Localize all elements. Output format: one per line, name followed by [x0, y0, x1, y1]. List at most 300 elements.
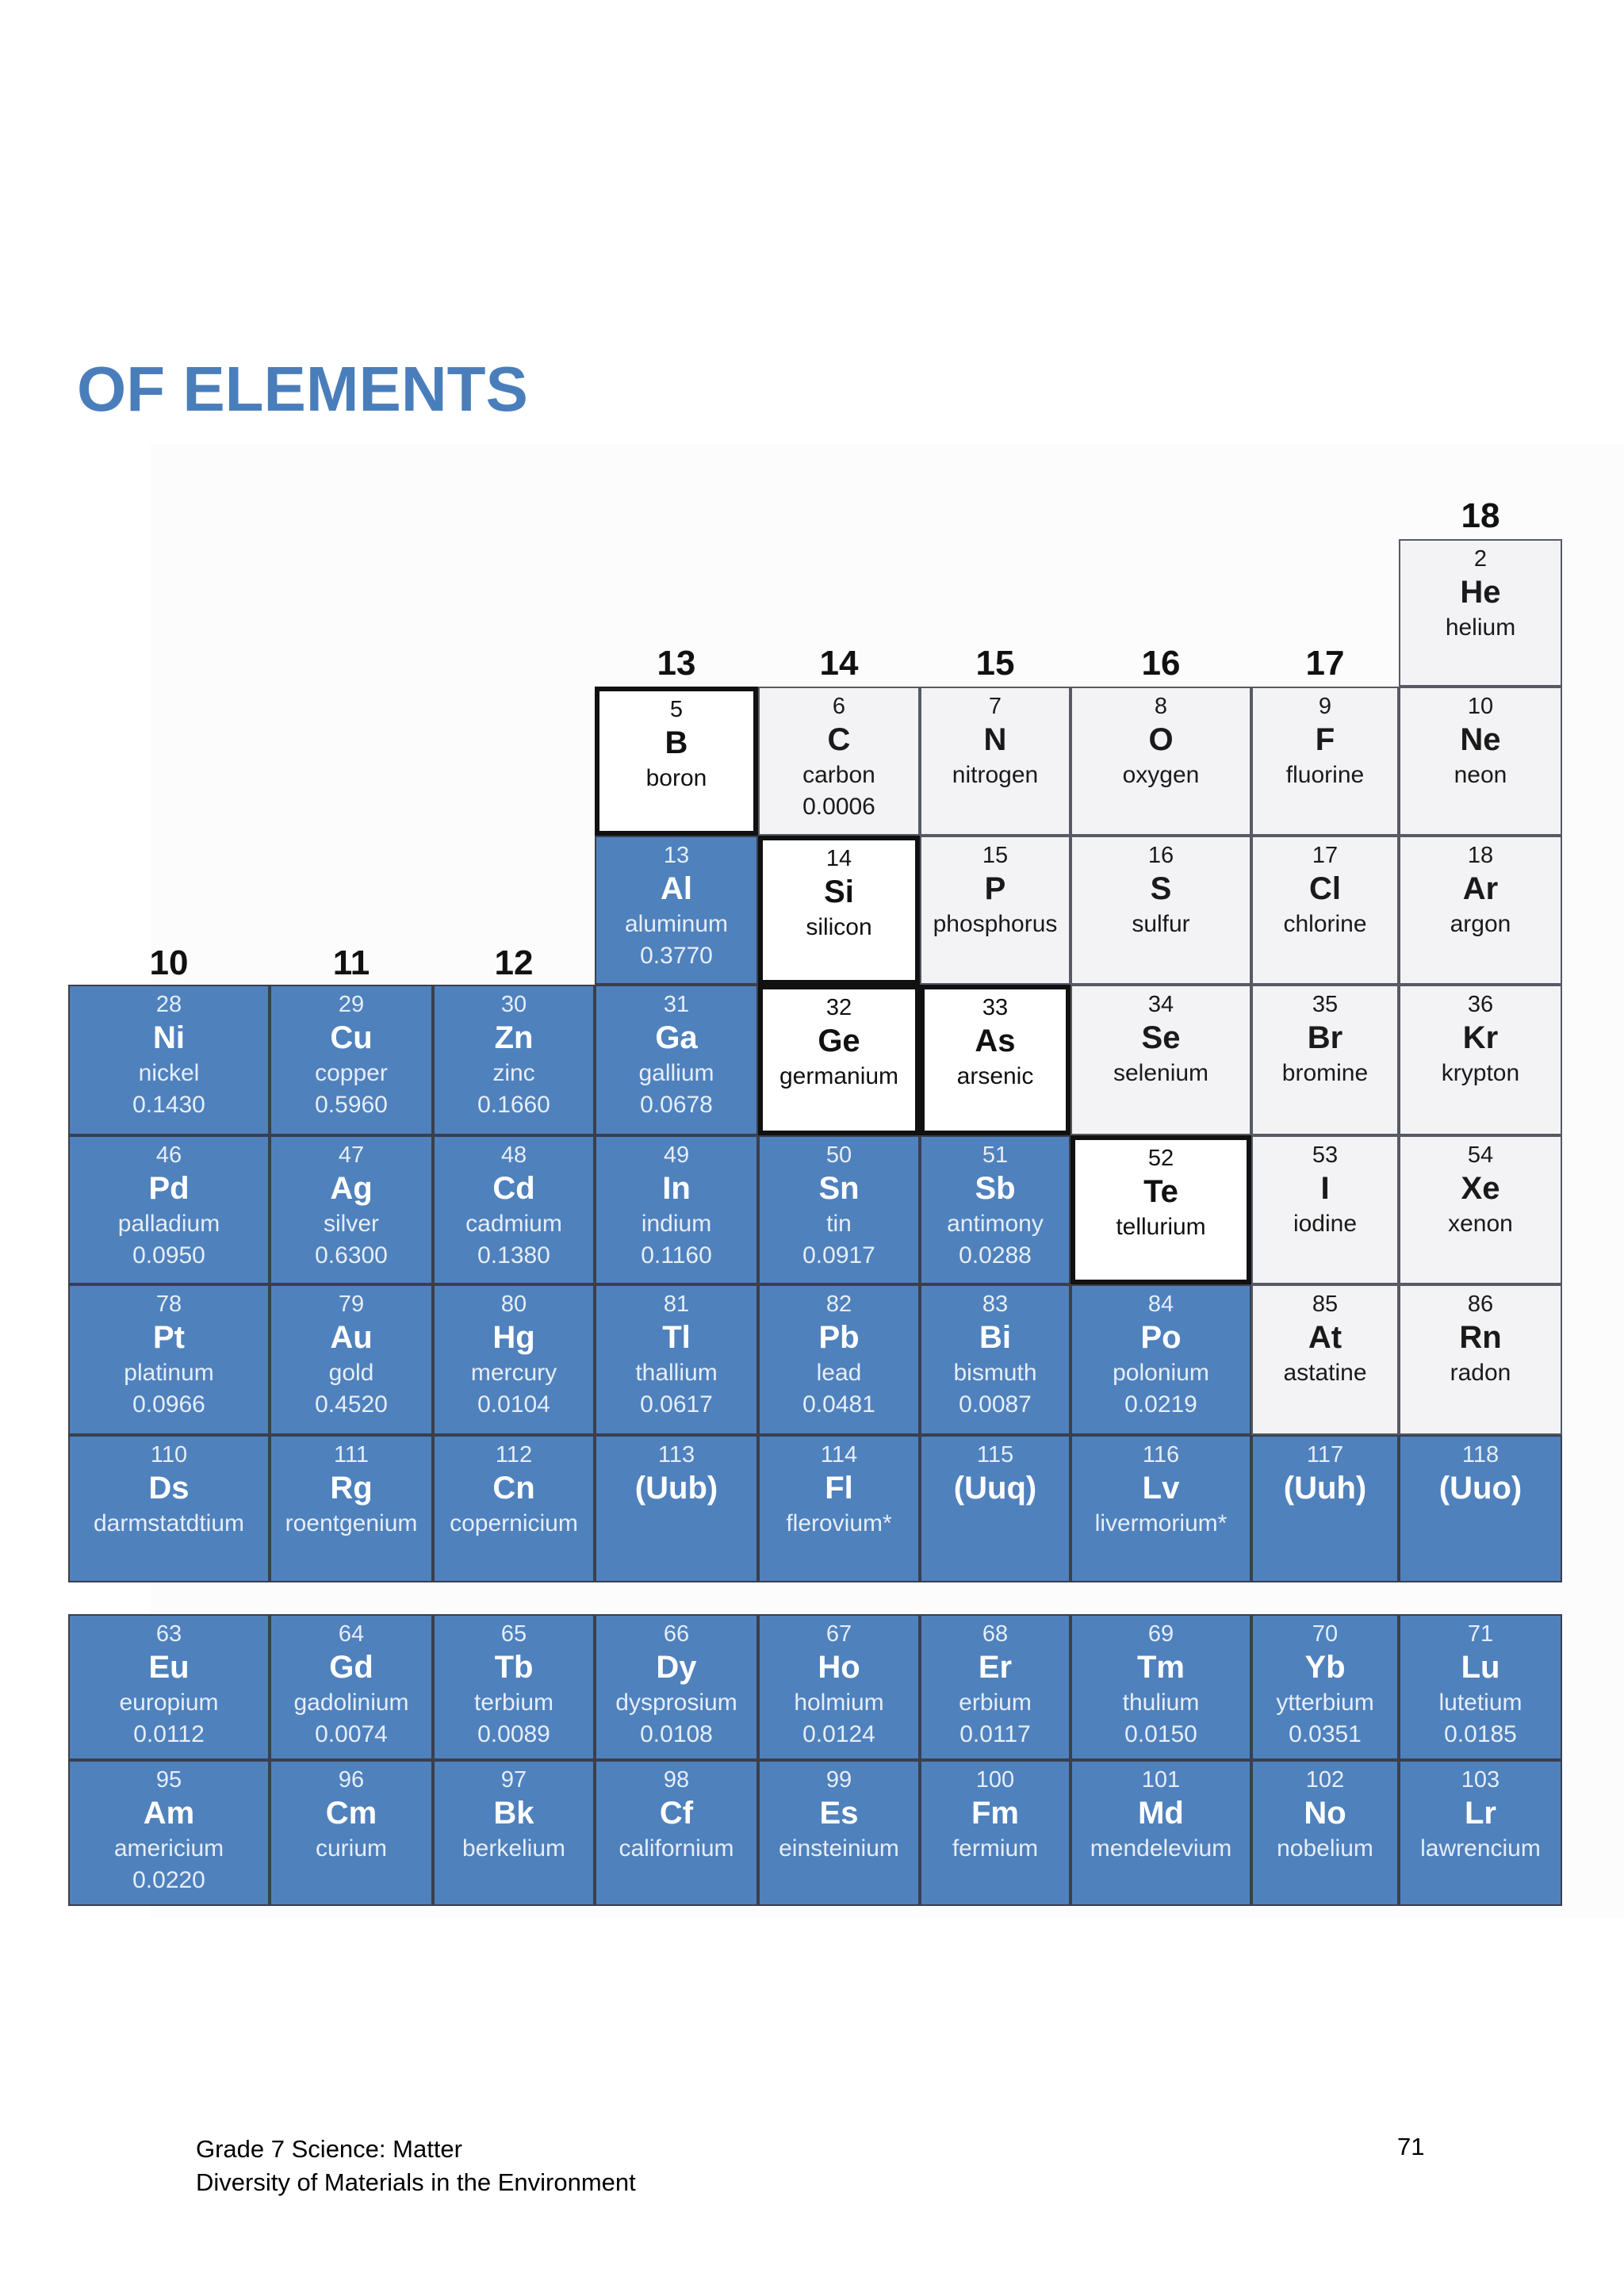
element-cell-b — [595, 687, 758, 836]
element-symbol: Gd — [329, 1650, 373, 1685]
element-number: 46 — [155, 1142, 182, 1168]
element-number: 70 — [1312, 1621, 1339, 1647]
element-cell-in — [595, 1135, 758, 1284]
element-cell-pt — [68, 1284, 270, 1435]
element-cell-uub — [595, 1435, 758, 1582]
element-cell-tl — [595, 1284, 758, 1435]
element-number: 102 — [1305, 1767, 1345, 1793]
element-cell-c — [758, 687, 920, 836]
element-number: 118 — [1461, 1442, 1500, 1468]
element-cell-fl — [758, 1435, 920, 1582]
element-cell-n — [920, 687, 1071, 836]
element-name: einsteinium — [779, 1835, 899, 1862]
element-symbol: Fm — [971, 1796, 1019, 1831]
element-symbol: As — [975, 1024, 1016, 1058]
element-symbol: Tb — [494, 1650, 534, 1685]
element-number: 10 — [1467, 694, 1494, 719]
element-cell-fm — [920, 1760, 1071, 1906]
element-number: 33 — [982, 995, 1009, 1020]
element-name: americium — [113, 1835, 224, 1862]
element-number: 112 — [495, 1442, 533, 1468]
element-number: 71 — [1467, 1621, 1494, 1647]
element-cell-si — [758, 836, 920, 985]
element-name: lawrencium — [1420, 1835, 1541, 1862]
page-number: 71 — [1397, 2133, 1425, 2160]
element-symbol: Bi — [979, 1320, 1011, 1355]
element-symbol: Po — [1140, 1320, 1182, 1355]
element-number: 99 — [825, 1767, 852, 1793]
element-abundance: 0.1430 — [132, 1092, 205, 1118]
element-number: 8 — [1154, 694, 1168, 719]
element-number: 53 — [1312, 1142, 1339, 1168]
element-cell-rg — [270, 1435, 433, 1582]
element-symbol: Ag — [330, 1171, 373, 1206]
element-name: nitrogen — [952, 762, 1039, 788]
element-name: selenium — [1113, 1060, 1209, 1086]
element-symbol: Sb — [975, 1171, 1016, 1206]
element-cell-no — [1251, 1760, 1399, 1906]
element-symbol: Pb — [818, 1320, 860, 1355]
element-symbol: Lu — [1461, 1650, 1500, 1685]
element-cell-uuo — [1399, 1435, 1562, 1582]
element-cell-sn — [758, 1135, 920, 1284]
element-symbol: Cu — [330, 1020, 373, 1055]
element-cell-bk — [433, 1760, 595, 1906]
element-symbol: In — [662, 1171, 691, 1206]
element-number: 65 — [500, 1621, 527, 1647]
element-symbol: Si — [824, 874, 854, 909]
element-cell-uuq — [920, 1435, 1071, 1582]
element-number: 52 — [1147, 1146, 1174, 1171]
element-name: roentgenium — [285, 1510, 418, 1536]
element-number: 100 — [975, 1767, 1015, 1793]
page-title: OF ELEMENTS — [77, 354, 528, 424]
element-cell-cl — [1251, 836, 1399, 985]
element-number: 28 — [155, 992, 182, 1017]
element-abundance: 0.0351 — [1289, 1721, 1362, 1747]
element-name: nobelium — [1277, 1835, 1373, 1862]
element-cell-md — [1071, 1760, 1251, 1906]
element-symbol: Cf — [659, 1796, 694, 1831]
group-header: 16 — [1141, 644, 1181, 683]
element-cell-kr — [1399, 985, 1562, 1135]
element-cell-tb — [433, 1614, 595, 1760]
element-number: 81 — [663, 1292, 690, 1317]
element-name: livermorium* — [1094, 1510, 1228, 1536]
element-symbol: Ar — [1462, 871, 1499, 906]
element-name: erbium — [959, 1689, 1032, 1716]
element-cell-am — [68, 1760, 270, 1906]
element-cell-cf — [595, 1760, 758, 1906]
element-number: 78 — [155, 1292, 182, 1317]
element-abundance: 0.0087 — [959, 1391, 1032, 1418]
element-number: 47 — [338, 1142, 365, 1168]
element-cell-cm — [270, 1760, 433, 1906]
element-symbol: C — [827, 722, 851, 757]
element-abundance: 0.3770 — [640, 943, 713, 969]
element-name: lutetium — [1438, 1689, 1522, 1716]
element-name: iodine — [1293, 1211, 1358, 1237]
element-number: 95 — [155, 1767, 182, 1793]
element-symbol: Hg — [492, 1320, 535, 1355]
element-symbol: Er — [978, 1650, 1013, 1685]
element-symbol: He — [1460, 575, 1501, 610]
element-name: germanium — [779, 1063, 899, 1089]
element-symbol: Es — [819, 1796, 859, 1831]
element-cell-as — [920, 985, 1071, 1135]
element-name: astatine — [1283, 1360, 1367, 1386]
element-name: indium — [641, 1211, 712, 1237]
group-header: 10 — [149, 943, 189, 982]
element-name: aluminum — [624, 911, 729, 937]
element-symbol: B — [665, 725, 688, 760]
element-symbol: Kr — [1462, 1020, 1499, 1055]
element-symbol: Cm — [325, 1796, 377, 1831]
element-symbol: Yb — [1304, 1650, 1346, 1685]
element-abundance: 0.6300 — [315, 1242, 388, 1269]
element-number: 68 — [982, 1621, 1009, 1647]
element-name: xenon — [1448, 1211, 1513, 1237]
element-symbol: Lr — [1465, 1796, 1496, 1831]
element-number: 114 — [820, 1442, 858, 1468]
element-cell-ho — [758, 1614, 920, 1760]
element-number: 117 — [1306, 1442, 1344, 1468]
element-abundance: 0.0950 — [132, 1242, 205, 1269]
element-number: 34 — [1147, 992, 1174, 1017]
element-symbol: Se — [1141, 1020, 1181, 1055]
element-symbol: O — [1148, 722, 1174, 757]
element-name: nickel — [138, 1060, 200, 1086]
element-number: 6 — [832, 694, 846, 719]
element-cell-te — [1071, 1135, 1251, 1284]
element-number: 54 — [1467, 1142, 1494, 1168]
element-name: holmium — [794, 1689, 884, 1716]
element-name: cadmium — [465, 1211, 562, 1237]
element-number: 113 — [657, 1442, 695, 1468]
element-name: copper — [315, 1060, 388, 1086]
element-number: 115 — [976, 1442, 1014, 1468]
element-abundance: 0.0966 — [132, 1391, 205, 1418]
element-number: 5 — [669, 697, 684, 722]
element-abundance: 0.0117 — [959, 1721, 1031, 1747]
element-symbol: Eu — [148, 1650, 190, 1685]
element-name: fluorine — [1285, 762, 1365, 788]
element-cell-ag — [270, 1135, 433, 1284]
element-number: 29 — [338, 992, 365, 1017]
element-name: zinc — [492, 1060, 535, 1086]
element-number: 80 — [500, 1292, 527, 1317]
element-name: thulium — [1122, 1689, 1200, 1716]
element-symbol: I — [1320, 1171, 1330, 1206]
element-symbol: Al — [661, 871, 692, 906]
element-cell-i — [1251, 1135, 1399, 1284]
element-abundance: 0.0288 — [959, 1242, 1032, 1269]
element-symbol: Cn — [492, 1471, 535, 1506]
element-cell-gd — [270, 1614, 433, 1760]
element-symbol: Sn — [818, 1171, 860, 1206]
element-number: 51 — [982, 1142, 1009, 1168]
element-symbol: Cd — [492, 1171, 535, 1206]
element-symbol: Br — [1307, 1020, 1343, 1055]
group-header: 13 — [657, 644, 696, 683]
element-cell-po — [1071, 1284, 1251, 1435]
footer-left — [196, 2133, 636, 2199]
element-abundance: 0.0112 — [133, 1721, 205, 1747]
element-number: 2 — [1473, 546, 1488, 572]
element-cell-zn — [433, 985, 595, 1135]
element-cell-he — [1399, 539, 1562, 687]
element-cell-ni — [68, 985, 270, 1135]
element-abundance: 0.0617 — [640, 1391, 713, 1418]
element-name: boron — [645, 765, 707, 791]
group-header: 15 — [975, 644, 1015, 683]
element-name: mercury — [470, 1360, 557, 1386]
element-symbol: Ge — [818, 1024, 860, 1058]
element-cell-er — [920, 1614, 1071, 1760]
element-number: 16 — [1147, 843, 1174, 868]
element-number: 13 — [663, 843, 690, 868]
element-symbol: (Uuo) — [1438, 1471, 1522, 1506]
element-cell-p — [920, 836, 1071, 985]
element-cell-lv — [1071, 1435, 1251, 1582]
element-number: 50 — [825, 1142, 852, 1168]
element-symbol: Rg — [330, 1471, 373, 1506]
element-cell-f — [1251, 687, 1399, 836]
element-cell-ar — [1399, 836, 1562, 985]
element-number: 116 — [1142, 1442, 1180, 1468]
element-number: 82 — [825, 1292, 852, 1317]
element-cell-bi — [920, 1284, 1071, 1435]
element-name: thallium — [635, 1360, 718, 1386]
element-name: polonium — [1113, 1360, 1209, 1386]
element-symbol: Te — [1143, 1174, 1178, 1209]
element-name: fermium — [952, 1835, 1039, 1862]
element-symbol: Bk — [493, 1796, 534, 1831]
element-cell-dy — [595, 1614, 758, 1760]
element-cell-pb — [758, 1284, 920, 1435]
element-cell-br — [1251, 985, 1399, 1135]
element-name: flerovium* — [786, 1510, 892, 1536]
element-symbol: S — [1150, 871, 1172, 906]
group-header: 17 — [1305, 644, 1345, 683]
element-cell-cu — [270, 985, 433, 1135]
element-cell-ge — [758, 985, 920, 1135]
element-abundance: 0.0220 — [132, 1867, 205, 1893]
element-cell-al — [595, 836, 758, 985]
element-symbol: Ga — [655, 1020, 698, 1055]
element-name: copernicium — [450, 1510, 578, 1536]
element-name: sulfur — [1132, 911, 1190, 937]
element-symbol: Au — [330, 1320, 373, 1355]
element-cell-uuh — [1251, 1435, 1399, 1582]
element-number: 103 — [1461, 1767, 1500, 1793]
element-abundance: 0.1660 — [477, 1092, 550, 1118]
element-abundance: 0.1380 — [477, 1242, 550, 1269]
element-number: 98 — [663, 1767, 690, 1793]
element-name: mendelevium — [1090, 1835, 1232, 1862]
element-name: platinum — [124, 1360, 214, 1386]
element-cell-s — [1071, 836, 1251, 985]
element-cell-ne — [1399, 687, 1562, 836]
element-number: 32 — [825, 995, 852, 1020]
element-abundance: 0.0150 — [1124, 1721, 1197, 1747]
element-number: 79 — [338, 1292, 365, 1317]
element-name: dysprosium — [615, 1689, 737, 1716]
group-header: 18 — [1461, 496, 1500, 535]
element-number: 30 — [500, 992, 527, 1017]
element-cell-xe — [1399, 1135, 1562, 1284]
element-cell-yb — [1251, 1614, 1399, 1760]
element-cell-cn — [433, 1435, 595, 1582]
element-cell-rn — [1399, 1284, 1562, 1435]
element-name: californium — [619, 1835, 734, 1862]
element-name: lead — [816, 1360, 862, 1386]
element-abundance: 0.0678 — [640, 1092, 713, 1118]
element-name: berkelium — [462, 1835, 566, 1862]
element-name: tellurium — [1116, 1214, 1206, 1240]
element-number: 49 — [663, 1142, 690, 1168]
element-cell-at — [1251, 1284, 1399, 1435]
element-name: gallium — [638, 1060, 714, 1086]
element-name: helium — [1445, 614, 1516, 641]
element-symbol: F — [1315, 722, 1335, 757]
element-name: terbium — [473, 1689, 554, 1716]
element-symbol: Dy — [656, 1650, 697, 1685]
element-cell-se — [1071, 985, 1251, 1135]
element-number: 9 — [1318, 694, 1332, 719]
element-number: 14 — [825, 846, 852, 871]
element-number: 64 — [338, 1621, 365, 1647]
element-cell-lr — [1399, 1760, 1562, 1906]
element-name: gadolinium — [293, 1689, 409, 1716]
element-name: phosphorus — [933, 911, 1058, 937]
element-abundance: 0.0481 — [802, 1391, 875, 1418]
element-number: 17 — [1312, 843, 1339, 868]
element-name: europium — [119, 1689, 219, 1716]
element-symbol: Ds — [148, 1471, 190, 1506]
element-number: 84 — [1147, 1292, 1174, 1317]
element-name: bromine — [1281, 1060, 1369, 1086]
element-number: 48 — [500, 1142, 527, 1168]
element-symbol: Tm — [1137, 1650, 1185, 1685]
element-name: bismuth — [953, 1360, 1037, 1386]
element-abundance: 0.0104 — [477, 1391, 550, 1418]
element-number: 83 — [982, 1292, 1009, 1317]
element-symbol: Pt — [153, 1320, 185, 1355]
element-number: 31 — [663, 992, 690, 1017]
element-number: 111 — [333, 1442, 370, 1468]
element-name: radon — [1450, 1360, 1511, 1386]
element-cell-o — [1071, 687, 1251, 836]
element-abundance: 0.1160 — [641, 1242, 712, 1269]
element-cell-cd — [433, 1135, 595, 1284]
element-number: 69 — [1147, 1621, 1174, 1647]
element-number: 85 — [1312, 1292, 1339, 1317]
element-cell-lu — [1399, 1614, 1562, 1760]
element-abundance: 0.0006 — [802, 794, 875, 820]
element-number: 66 — [663, 1621, 690, 1647]
element-abundance: 0.0074 — [315, 1721, 388, 1747]
element-cell-sb — [920, 1135, 1071, 1284]
element-name: argon — [1450, 911, 1511, 937]
element-name: palladium — [117, 1211, 220, 1237]
element-symbol: No — [1304, 1796, 1346, 1831]
element-abundance: 0.0108 — [640, 1721, 713, 1747]
element-symbol: Pd — [148, 1171, 190, 1206]
element-cell-ga — [595, 985, 758, 1135]
element-number: 35 — [1312, 992, 1339, 1017]
element-symbol: Xe — [1461, 1171, 1500, 1206]
element-name: gold — [328, 1360, 374, 1386]
element-symbol: Cl — [1309, 871, 1341, 906]
element-name: neon — [1454, 762, 1507, 788]
element-symbol: N — [983, 722, 1007, 757]
element-number: 97 — [500, 1767, 527, 1793]
element-name: antimony — [947, 1211, 1044, 1237]
element-symbol: Rn — [1459, 1320, 1502, 1355]
element-cell-es — [758, 1760, 920, 1906]
element-symbol: Fl — [825, 1471, 853, 1506]
element-symbol: Ho — [818, 1650, 860, 1685]
element-name: krypton — [1441, 1060, 1520, 1086]
element-name: ytterbium — [1276, 1689, 1374, 1716]
group-header: 14 — [819, 644, 859, 683]
element-abundance: 0.5960 — [315, 1092, 388, 1118]
group-header: 12 — [494, 943, 534, 982]
element-number: 67 — [825, 1621, 852, 1647]
element-name: oxygen — [1122, 762, 1200, 788]
element-symbol: Zn — [494, 1020, 534, 1055]
element-abundance: 0.0219 — [1124, 1391, 1197, 1418]
element-name: tin — [826, 1211, 852, 1237]
element-name: silver — [323, 1211, 379, 1237]
element-cell-ds — [68, 1435, 270, 1582]
element-symbol: At — [1308, 1320, 1342, 1355]
element-name: curium — [315, 1835, 387, 1862]
element-number: 101 — [1141, 1767, 1181, 1793]
element-name: silicon — [806, 914, 872, 940]
element-cell-pd — [68, 1135, 270, 1284]
element-number: 15 — [982, 843, 1009, 868]
element-symbol: (Uub) — [634, 1471, 718, 1506]
element-number: 96 — [338, 1767, 365, 1793]
element-number: 7 — [988, 694, 1002, 719]
element-symbol: Md — [1138, 1796, 1184, 1831]
element-cell-au — [270, 1284, 433, 1435]
element-cell-eu — [68, 1614, 270, 1760]
element-abundance: 0.0124 — [802, 1721, 875, 1747]
element-abundance: 0.4520 — [315, 1391, 388, 1418]
element-cell-tm — [1071, 1614, 1251, 1760]
element-symbol: P — [984, 871, 1006, 906]
element-symbol: Ni — [153, 1020, 185, 1055]
element-name: arsenic — [956, 1063, 1034, 1089]
element-abundance: 0.0185 — [1444, 1721, 1517, 1747]
group-header: 11 — [332, 943, 370, 982]
element-name: darmstatdtium — [93, 1510, 245, 1536]
element-symbol: (Uuh) — [1283, 1471, 1367, 1506]
footer-unit: Diversity of Materials in the Environment — [196, 2168, 636, 2196]
element-abundance: 0.0089 — [477, 1721, 550, 1747]
footer-course: Grade 7 Science: Matter — [196, 2135, 462, 2163]
element-cell-hg — [433, 1284, 595, 1435]
element-abundance: 0.0917 — [802, 1242, 875, 1269]
element-symbol: Am — [143, 1796, 195, 1831]
element-name: carbon — [802, 762, 875, 788]
element-number: 18 — [1467, 843, 1494, 868]
element-number: 110 — [150, 1442, 188, 1468]
element-symbol: Lv — [1142, 1471, 1180, 1506]
